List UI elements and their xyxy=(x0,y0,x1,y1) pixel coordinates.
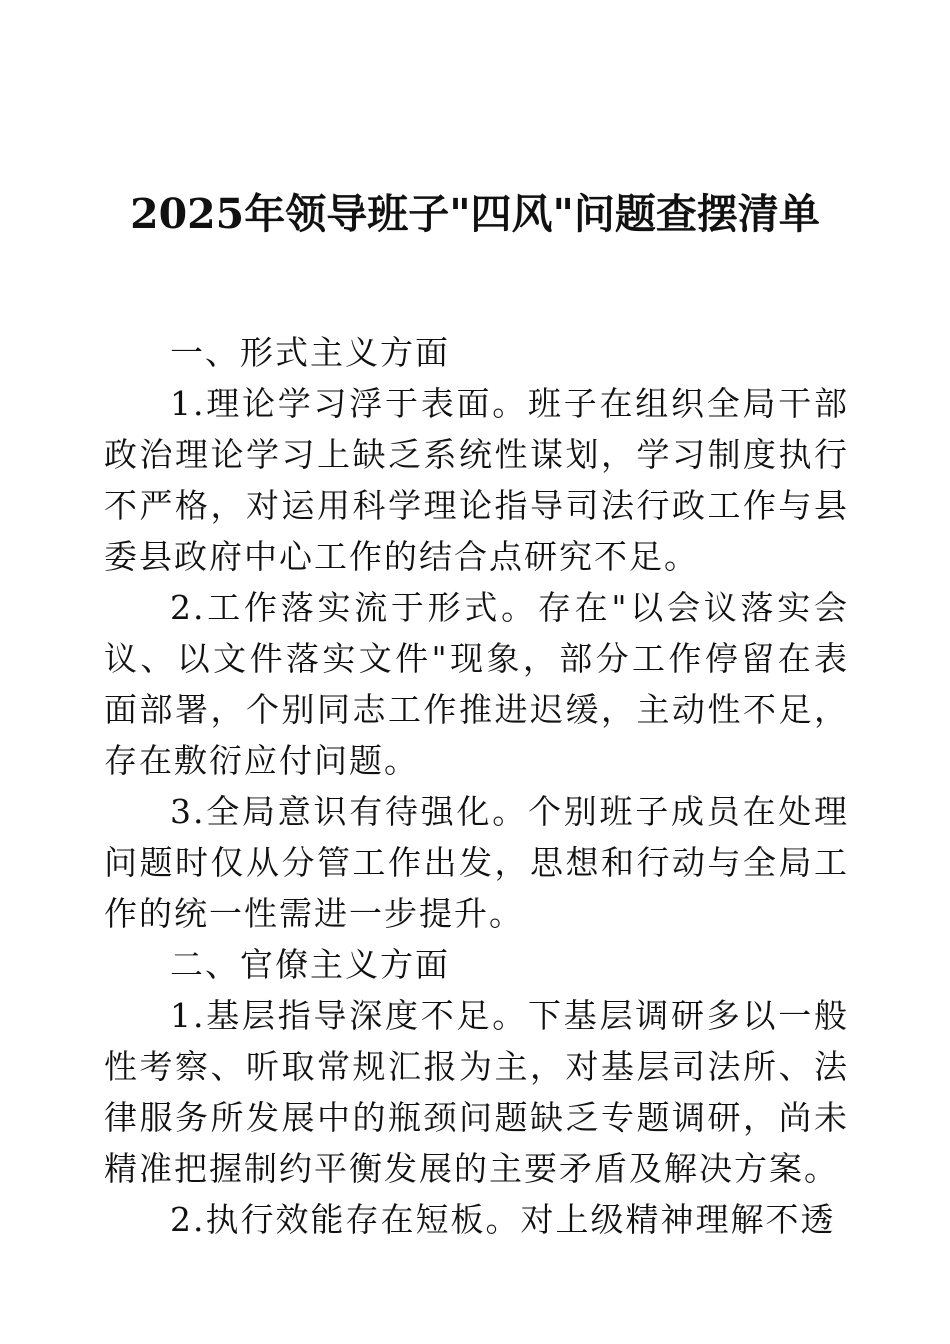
document-body xyxy=(104,327,849,1245)
section-heading-formalism: 一、形式主义方面 xyxy=(170,333,450,372)
paragraph-formalism-2: 2.工作落实流于形式。存在"以会议落实会议、以文件落实文件"现象，部分工作停留在表面部署，个别同志工作推进迟缓，主动性不足，存在敷衍应付问题。 xyxy=(104,588,849,780)
paragraph-formalism-3: 3.全局意识有待强化。个别班子成员在处理问题时仅从分管工作出发，思想和行动与全局工作的统一性需进一步提升。 xyxy=(104,792,849,933)
section-heading-bureaucratism: 二、官僚主义方面 xyxy=(170,945,450,984)
paragraph-bureaucratism-2: 2.执行效能存在短板。对上级精神理解不透 xyxy=(170,1200,836,1239)
paragraph-bureaucratism-1: 1.基层指导深度不足。下基层调研多以一般性考察、听取常规汇报为主，对基层司法所、法律服务所发展中的瓶颈问题缺乏专题调研，尚未精准把握制约平衡发展的主要矛盾及解决方案。 xyxy=(104,996,849,1188)
paragraph-formalism-1: 1.理论学习浮于表面。班子在组织全局干部政治理论学习上缺乏系统性谋划，学习制度执行不严格，对运用科学理论指导司法行政工作与县委县政府中心工作的结合点研究不足。 xyxy=(104,384,849,576)
document-title: 2025年领导班子"四风"问题查摆清单 xyxy=(130,190,820,238)
